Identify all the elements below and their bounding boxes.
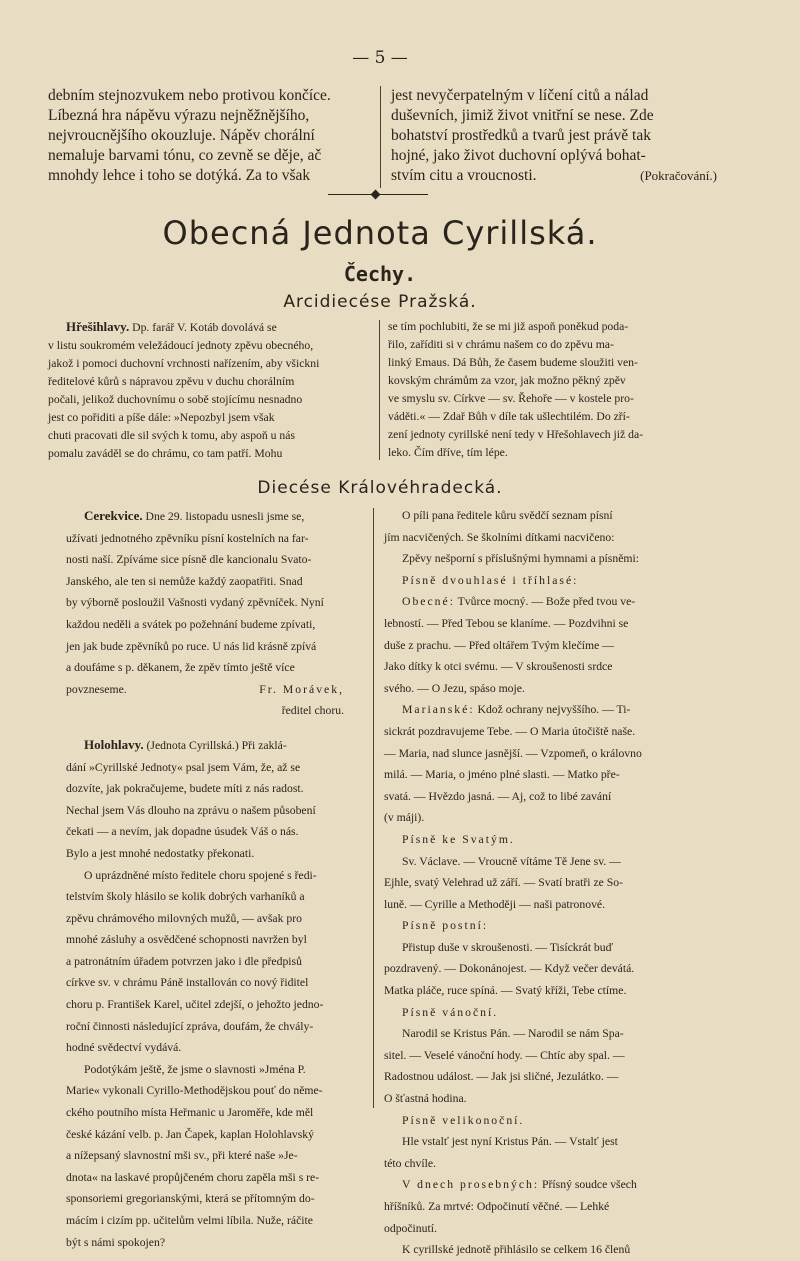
subheading: Písně vánoční.: [402, 1005, 499, 1019]
text-line: a doufáme s p. děkanem, že zpěv tímto ještě více: [66, 661, 295, 675]
text-line: zpěvu chrámového milovných mužů, — avšak pro: [66, 911, 302, 925]
column-divider: [373, 508, 374, 1108]
ornament-divider: [328, 194, 428, 195]
text-line: dozvíte, jak pokračujeme, budete míti z nás radost.: [66, 782, 304, 796]
text-line: každou neděli a svátek po požehnání budeme zpívati,: [66, 617, 316, 631]
text-line: hodné svědectví vydává.: [66, 1041, 182, 1055]
text-line: užívati jednotného zpěvníku písní kostelních na far-: [66, 531, 309, 545]
text-line: Sv. Václave. — Vroucně vítáme Tě Jene sv. —: [402, 854, 621, 868]
signature: Fr. Morávek,: [259, 682, 344, 696]
subheading: Marianské:: [402, 703, 475, 717]
text-span: povzneseme.: [66, 682, 127, 696]
section-heading-kralovehradecka: Diecése Královéhradecká.: [257, 478, 503, 498]
text-line: Ejhle, svatý Velehrad už září. — Svatí bratři ze So-: [384, 876, 623, 890]
text-line: [66, 734, 364, 757]
text-line: duše z prachu. — Před oltářem Tvým klečíme —: [384, 638, 614, 652]
text-line: telstvím školy hlásilo se kolik dobrých varhaníků a: [66, 890, 305, 904]
text-line: O píli pana ředitele kůru svědčí seznam písní: [402, 509, 613, 522]
text-line: hříšníků. Za mrtvé: Odpočinutí věčné. — Lehké: [384, 1200, 610, 1213]
text-line: kovským chrámům za vzor, jak možno pěkný zpěv: [388, 374, 626, 387]
text-line: duševních, jimiž život vnitřní se nese. Zde: [391, 107, 654, 124]
text-line: roční činnosti následující zpráva, doufám, že chvály-: [66, 1019, 314, 1033]
text-line: pomalu zaváděl se do chrámu, co tam patří. Mohu: [48, 447, 283, 460]
text-line: dání »Cyrillské Jednoty« psal jsem Vám, že, až se: [66, 760, 301, 774]
text-span: Dne 29. listopadu usnesli jsme se,: [145, 510, 305, 523]
text-line: nosti naší. Zpíváme sice písně dle kancionalu Svato-: [66, 553, 312, 567]
text-line: nemaluje barvami tónu, co zevně se děje, ač: [48, 147, 322, 164]
text-line: této chvíle.: [384, 1156, 436, 1170]
text-line: O uprázdněné místo ředitele choru spojené s ředi-: [84, 868, 317, 882]
text-line: svého. — O Jezu, spáso moje.: [384, 681, 525, 695]
page-number: — 5 —: [352, 48, 408, 68]
text-line: hojné, jako život duchovní oplývá bohat-: [391, 147, 646, 164]
text-line: jest nevyčerpatelným v líčení citů a nálad: [391, 87, 649, 104]
text-line: počali, jelikož duchovnímu o sobě stojícímu nesnadno: [48, 393, 303, 406]
text-line: a patronátním úřadem potvrzen jako i dle předpisů: [66, 954, 302, 968]
section-heading-arcidiecese: Arcidiecése Pražská.: [283, 292, 477, 312]
text-line: [384, 591, 706, 613]
text-line: ckého poutního místa Heřmanic u Jaroměře, kde měl: [66, 1106, 314, 1120]
text-span: Kdož ochrany nejvyššího. — Ti-: [477, 703, 631, 717]
text-line: sickrát pozdravujeme Tebe. — O Maria útočiště naše.: [384, 724, 636, 738]
text-line: váděti.« — Zdař Bůh v díle tak ušlechtilém. Do zří-: [388, 410, 630, 423]
text-line: svatá. — Hvězdo jasná. — Aj, což to libé zavání: [384, 789, 612, 803]
page-title: Obecná Jednota Cyrillská.: [162, 214, 598, 252]
article-heading: Cerekvice.: [84, 508, 143, 523]
text-line: [48, 318, 370, 337]
text-line: Podotýkám ještě, že jsme o slavnosti »Jména P.: [84, 1062, 306, 1076]
text-line: by výborně posloužil Vašnosti vydaný zpěvníček. Nyní: [66, 596, 324, 610]
text-line: pozdravený. — Dokonánojest. — Když večer devátá.: [384, 962, 635, 976]
text-line: Radostnou událost. — Jak jsi sličné, Jezulátko. —: [384, 1070, 619, 1084]
text-line: K cyrillské jednotě přihlásilo se celkem 16 členů: [402, 1243, 631, 1257]
text-line: Líbezná hra nápěvu výrazu nejněžnějšího,: [48, 107, 310, 124]
text-line: Hle vstalť jest nyní Kristus Pán. — Vstalť jest: [402, 1135, 618, 1149]
text-line: čekati — a nevím, jak dopadne úsudek Váš o nás.: [66, 825, 299, 839]
column-divider: [379, 320, 380, 460]
text-line: české kázání velb. p. Jan Čapek, kaplan Holohlavský: [66, 1127, 314, 1141]
signature-role: ředitel choru.: [281, 704, 344, 718]
text-line: (v máji).: [384, 811, 425, 825]
text-line: sponsoriemi gregorianskými, která se přítomným do-: [66, 1192, 315, 1206]
text-span: (Jednota Cyrillská.) Při zaklá-: [146, 738, 287, 752]
text-line: O šťastná hodina.: [384, 1092, 467, 1106]
text-line: Marie« vykonali Cyrillo-Methodějskou pouť do něme-: [66, 1084, 323, 1098]
subheading: V dnech prosebných:: [402, 1178, 540, 1192]
text-line: ředitelové kůrů s nápravou zpěvu v duchu chorálním: [48, 375, 295, 388]
text-line: jen jak bude zpěvníků po ruce. U nás lid krásně zpívá: [66, 639, 317, 653]
text-line: choru p. František Karel, učitel zdejší, o jehožto jedno-: [66, 998, 324, 1012]
text-line: [384, 1174, 706, 1196]
text-line: mnohé zásluhy a osvědčené schopnosti navržen byl: [66, 933, 307, 947]
text-line: Bylo a jest mnohé nedostatky překonati.: [66, 846, 255, 860]
text-line: mnohdy lehce i toho se dotýká. Za to však: [48, 167, 311, 184]
text-line: [66, 505, 364, 528]
text-line: [384, 699, 706, 721]
subheading: Obecné:: [402, 595, 455, 609]
text-line: chuti pracovati dle sil svých k tomu, aby aspoň u nás: [48, 429, 296, 442]
text-line: se tím pochlubiti, že se mi již aspoň poněkud poda-: [388, 320, 629, 333]
lower-right-column: [384, 505, 706, 1261]
subheading: Písně dvouhlasé i tříhlasé:: [402, 573, 579, 587]
lower-left-column: [66, 505, 364, 1253]
section-heading-cechy: Čechy.: [343, 262, 417, 286]
text-line: linký Emaus. Dá Bůh, že časem budeme sloužiti ven-: [388, 356, 638, 369]
text-line: jakož i pomoci duchovní vrchnosti nařízením, aby všickni: [48, 357, 320, 370]
text-line: zení jednoty cyrillské není tedy v Hřešohlavech již da-: [388, 428, 644, 441]
text-line: [391, 166, 717, 186]
article-heading: Holohlavy.: [84, 736, 144, 752]
text-line: v listu soukromém veležádoucí jednoty zpěvu obecného,: [48, 339, 314, 352]
text-line: milá. — Maria, o jméno plné slasti. — Matko pře-: [384, 768, 620, 782]
text-line: — Maria, nad slunce jasnější. — Vzpomeň, o královno: [384, 746, 642, 760]
text-line: Zpěvy nešporní s příslušnými hymnami a písněmi:: [402, 552, 639, 566]
text-span: Tvůrce mocný. — Bože před tvou ve-: [457, 595, 636, 609]
subheading: Písně ke Svatým.: [402, 832, 515, 846]
text-line: Jako dítky k otci svému. — V skroušenosti srdce: [384, 660, 613, 674]
top-left-column: [48, 86, 370, 186]
text-line: Nechal jsem Vás dlouho na zprávu o našem působení: [66, 803, 316, 817]
text-line: debním stejnozvukem nebo protivou končíce.: [48, 87, 331, 104]
text-line: Matka pláče, ruce spíná. — Svatý kříži, Tebe ctíme.: [384, 984, 627, 998]
text-line: [66, 679, 364, 701]
subheading: Písně velikonoční.: [402, 1113, 525, 1127]
subheading: Písně postní:: [402, 919, 489, 933]
hresihlavy-right-column: [388, 318, 716, 462]
text-line: Přistup duše v skroušenosti. — Tisíckrát buď: [402, 940, 614, 954]
top-right-column: [391, 86, 717, 186]
text-span: Přísný soudce všech: [542, 1178, 637, 1192]
text-line: leko. Čím dříve, tím lépe.: [388, 446, 508, 459]
text-line: mácím i cizím pp. učitelům velmi líbila. Nuže, ráčite: [66, 1214, 313, 1227]
continued-note: (Pokračování.): [640, 168, 717, 183]
text-span: Dp. farář V. Kotáb dovolává se: [132, 321, 277, 334]
text-line-end: stvím citu a vroucnosti.: [391, 167, 537, 184]
text-line: řilo, zaříditi si v chrámu našem co do zpěvu ma-: [388, 338, 614, 351]
text-line: jest co pořiditi a píše dále: »Nepozbyl jsem však: [48, 411, 275, 424]
text-line: Janského, ale ten si nemůže každý zaopatřiti. Snad: [66, 574, 303, 588]
text-line: církve sv. v chrámu Páně installován co nový řiditel: [66, 976, 309, 990]
text-line: a nížepsaný slavnostní mši sv., při které naše »Je-: [66, 1149, 298, 1163]
text-line: sitel. — Veselé vánoční hody. — Chtíc aby spal. —: [384, 1048, 625, 1062]
text-line: odpočinutí.: [384, 1221, 437, 1235]
article-heading: Hřešihlavy.: [66, 319, 130, 334]
text-line: nejvroucnějšího okouzluje. Nápěv chorální: [48, 127, 315, 144]
text-line: luně. — Cyrille a Methoději — naši patronové.: [384, 897, 606, 911]
text-line: lebností. — Před Tebou se klaníme. — Pozdvihni se: [384, 616, 629, 630]
text-line: Narodil se Kristus Pán. — Narodil se nám Spa-: [402, 1027, 624, 1041]
column-divider: [380, 86, 381, 188]
text-line: ve smyslu sv. Církve — sv. Řehoře — v kostele pro-: [388, 392, 634, 405]
text-line: bohatství prostředků a tvarů jest právě tak: [391, 127, 651, 144]
text-line: jím nacvičených. Se školními dítkami nacvičeno:: [384, 530, 615, 544]
hresihlavy-left-column: [48, 318, 370, 463]
text-line: být s námi spokojen?: [66, 1235, 166, 1249]
text-line: dnota« na laskavé propůjčeném choru zapěla mši s re-: [66, 1170, 320, 1184]
